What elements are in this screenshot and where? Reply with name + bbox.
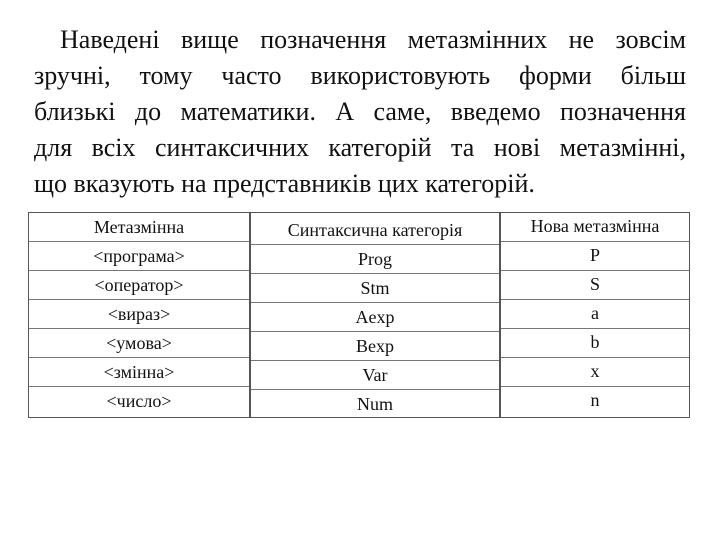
metavariable-column bbox=[28, 212, 250, 418]
intro-paragraph bbox=[34, 22, 686, 202]
category-cell: Stm bbox=[251, 274, 499, 303]
category-cell: Bexp bbox=[251, 332, 499, 361]
header-new-metavariable: Нова метазмінна bbox=[501, 213, 689, 242]
new-metavariable-cell: S bbox=[501, 271, 689, 300]
paragraph-line: Наведені вище позначення метазмінних не зовсім bbox=[60, 25, 686, 54]
new-metavariable-cell: b bbox=[501, 329, 689, 358]
metavariable-cell: <змінна> bbox=[29, 358, 249, 387]
paragraph-line: близькі до математики. А саме, введемо позначення bbox=[34, 97, 686, 126]
category-column bbox=[250, 212, 500, 418]
metavariable-cell: <умова> bbox=[29, 329, 249, 358]
category-cell: Prog bbox=[251, 245, 499, 274]
metavariable-cell: <вираз> bbox=[29, 300, 249, 329]
header-metavariable: Метазмінна bbox=[29, 213, 249, 242]
header-category: Синтаксична категорія bbox=[251, 216, 499, 245]
new-metavariable-column bbox=[500, 212, 690, 418]
new-metavariable-cell: P bbox=[501, 242, 689, 271]
metavariable-cell: <число> bbox=[106, 391, 172, 411]
new-metavariable-cell: a bbox=[501, 300, 689, 329]
metavariable-cell: <оператор> bbox=[29, 271, 249, 300]
metavariable-cell: <програма> bbox=[29, 242, 249, 271]
category-cell: Var bbox=[251, 361, 499, 390]
paragraph-line: що вказують на представників цих категорій. bbox=[34, 169, 535, 198]
paragraph-line: для всіх синтаксичних категорій та нові метазмінні, bbox=[34, 133, 686, 162]
new-metavariable-cell: n bbox=[590, 390, 600, 410]
paragraph-line: зручні, тому часто використовують форми більш bbox=[34, 61, 686, 90]
category-cell: Aexp bbox=[251, 303, 499, 332]
category-cell: Num bbox=[357, 394, 393, 414]
metavariables-table bbox=[28, 212, 690, 418]
new-metavariable-cell: x bbox=[501, 358, 689, 387]
